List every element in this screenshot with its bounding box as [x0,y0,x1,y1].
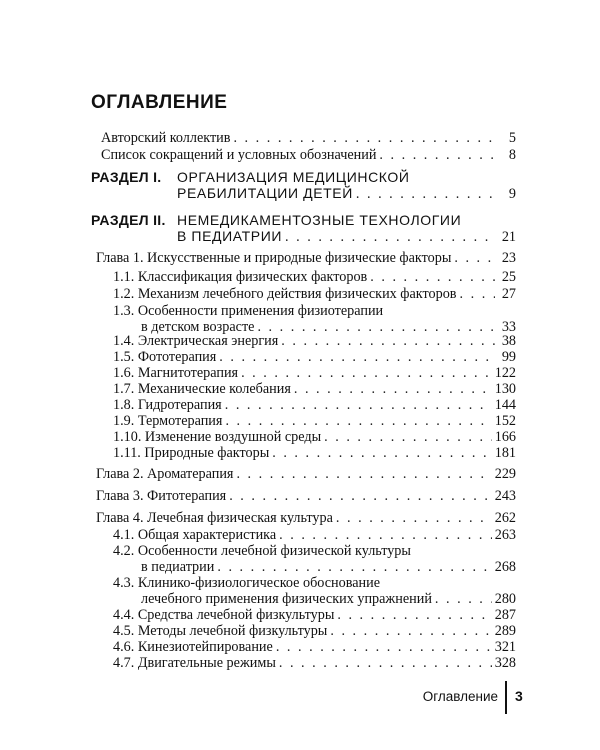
toc-entry-4-1[interactable] [113,527,516,543]
dot-leader [279,655,492,671]
page-title: ОГЛАВЛЕНИЕ [91,92,228,113]
toc-entry-authors[interactable] [101,130,516,146]
dot-leader [454,250,495,266]
toc-entry-text: 1.9. Термотерапия [113,413,223,429]
toc-entry-page: 9 [508,186,516,202]
toc-entry-text: 4.4. Средства лечебной физкультуры [113,607,335,623]
toc-entry-page: 8 [508,147,516,163]
toc-entry-1-1[interactable] [113,269,516,285]
toc-entry-1-8[interactable] [113,397,516,413]
section-2-title-line2: В ПЕДИАТРИИ [177,228,283,244]
toc-entry-chapter-3[interactable] [96,488,516,504]
toc-entry-text: 1.11. Природные факторы [113,445,270,461]
toc-entry-page: 181 [494,445,516,461]
toc-entry-1-11[interactable] [113,445,516,461]
toc-entry-text: Авторский коллектив [101,130,231,146]
toc-entry-page: 289 [494,623,516,639]
dot-leader [337,607,491,623]
toc-entry-section-1[interactable] [177,185,516,202]
dot-leader [324,429,492,445]
toc-entry-text: Глава 3. Фитотерапия [96,488,227,504]
dot-leader [435,591,492,607]
toc-entry-section-2[interactable] [177,228,516,245]
toc-entry-page: 321 [494,639,516,655]
toc-entry-page: 268 [494,559,516,575]
toc-entry-text: 4.7. Двигательные режимы [113,655,276,671]
toc-entry-4-2[interactable] [141,559,516,575]
toc-entry-abbreviations[interactable] [101,147,516,163]
toc-entry-page: 287 [494,607,516,623]
toc-entry-4-7[interactable] [113,655,516,671]
dot-leader [279,527,492,543]
dot-leader [379,147,495,163]
section-2-title-line1[interactable]: НЕМЕДИКАМЕНТОЗНЫЕ ТЕХНОЛОГИИ [177,212,462,228]
section-2-label: РАЗДЕЛ II. [91,212,166,228]
toc-entry-1-7[interactable] [113,381,516,397]
dot-leader [370,269,495,285]
toc-entry-text: 4.5. Методы лечебной физкультуры [113,623,328,639]
section-1-title-line2: РЕАБИЛИТАЦИИ ДЕТЕЙ [177,185,353,201]
dot-leader [241,365,492,381]
running-footer-label: Оглавление [422,689,498,704]
toc-entry-chapter-1[interactable] [96,250,516,266]
toc-entry-page: 166 [494,429,516,445]
section-1-label: РАЗДЕЛ I. [91,169,162,185]
toc-entry-page: 262 [494,510,516,526]
toc-entry-page: 21 [501,229,516,245]
toc-entry-4-6[interactable] [113,639,516,655]
footer-divider [505,681,507,714]
dot-leader [330,623,491,639]
dot-leader [236,466,491,482]
toc-entry-page: 38 [501,333,516,349]
dot-leader [285,229,495,245]
toc-entry-1-10[interactable] [113,429,516,445]
dot-leader [294,381,492,397]
toc-entry-chapter-2[interactable] [96,466,516,482]
toc-entry-4-5[interactable] [113,623,516,639]
toc-entry-text: 1.7. Механические колебания [113,381,291,397]
toc-entry-text: 1.6. Магнитотерапия [113,365,239,381]
toc-entry-page: 328 [494,655,516,671]
toc-entry-text: 1.10. Изменение воздушной среды [113,429,322,445]
toc-entry-text: 1.2. Механизм лечебного действия физических факторов [113,286,457,302]
toc-entry-text: в педиатрии [141,559,215,575]
dot-leader [233,130,495,146]
toc-entry-text: 1.4. Электрическая энергия [113,333,279,349]
dot-leader [229,488,492,504]
dot-leader [356,186,495,202]
toc-entry-1-3-line1[interactable]: 1.3. Особенности применения физиотерапии [113,303,384,319]
dot-leader [460,286,496,302]
toc-entry-1-6[interactable] [113,365,516,381]
toc-entry-text: Список сокращений и условных обозначений [101,147,377,163]
toc-entry-page: 152 [494,413,516,429]
toc-entry-page: 130 [494,381,516,397]
toc-entry-page: 99 [501,349,516,365]
toc-entry-text: 4.1. Общая характеристика [113,527,277,543]
toc-entry-1-2[interactable] [113,286,516,302]
dot-leader [336,510,492,526]
toc-entry-text: Глава 2. Ароматерапия [96,466,234,482]
toc-entry-4-3-line1[interactable]: 4.3. Клинико-физиологическое обоснование [113,575,381,591]
toc-entry-chapter-4[interactable] [96,510,516,526]
toc-entry-text: Глава 1. Искусственные и природные физические факторы [96,250,452,266]
dot-leader [272,445,491,461]
section-1-title-line1[interactable]: ОРГАНИЗАЦИЯ МЕДИЦИНСКОЙ [177,169,410,185]
toc-entry-text: 4.6. Кинезиотейпирование [113,639,273,655]
toc-entry-1-9[interactable] [113,413,516,429]
toc-entry-page: 23 [501,250,516,266]
toc-entry-1-4[interactable] [113,333,516,349]
toc-entry-text: Глава 4. Лечебная физическая культура [96,510,333,526]
toc-entry-page: 5 [508,130,516,146]
toc-entry-text: 1.8. Гидротерапия [113,397,222,413]
dot-leader [225,397,492,413]
toc-entry-text: 1.5. Фототерапия [113,349,217,365]
dot-leader [276,639,492,655]
toc-entry-text: лечебного применения физических упражнений [141,591,432,607]
page-number: 3 [515,688,523,704]
toc-entry-4-3[interactable] [141,591,516,607]
toc-entry-page: 280 [494,591,516,607]
toc-entry-4-2-line1[interactable]: 4.2. Особенности лечебной физической культуры [113,543,411,559]
dot-leader [281,333,495,349]
toc-entry-1-5[interactable] [113,349,516,365]
toc-entry-text: в детском возрасте [141,319,255,335]
toc-entry-page: 33 [501,319,516,335]
toc-entry-page: 263 [494,527,516,543]
dot-leader [219,349,495,365]
toc-entry-page: 122 [494,365,516,381]
toc-entry-page: 27 [501,286,516,302]
toc-entry-page: 144 [494,397,516,413]
dot-leader [217,559,491,575]
dot-leader [225,413,491,429]
toc-entry-text: 1.1. Классификация физических факторов [113,269,368,285]
toc-entry-4-4[interactable] [113,607,516,623]
toc-entry-page: 229 [494,466,516,482]
toc-entry-page: 25 [501,269,516,285]
toc-entry-page: 243 [494,488,516,504]
